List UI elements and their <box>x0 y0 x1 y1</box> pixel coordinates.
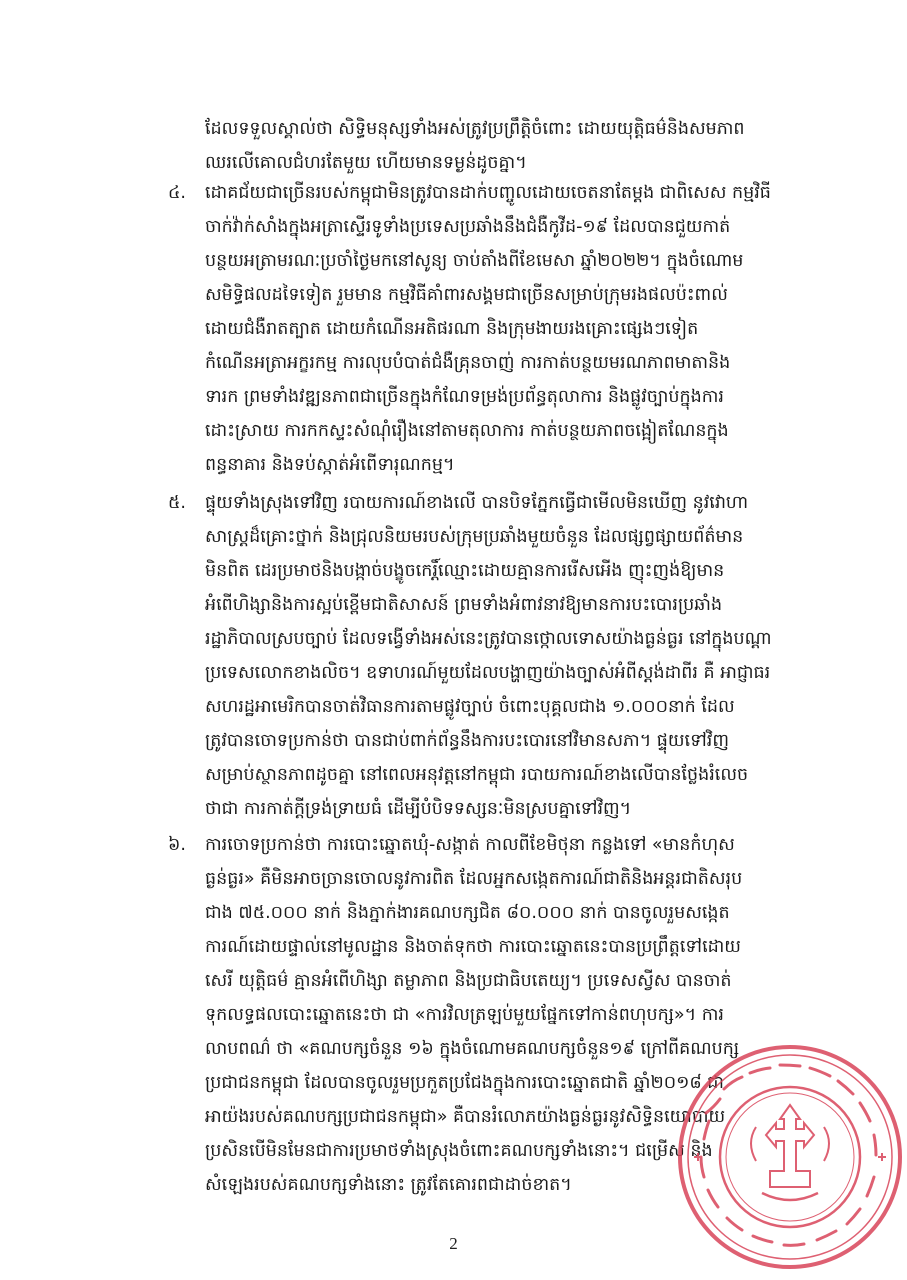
text-line: ដោះស្រាយ ការកកស្ទះសំណុំរឿងនៅតាមតុលាការ កាត់បន្ថយភាពចង្អៀតណែនក្នុង <box>205 421 729 441</box>
text-line: ពន្ធនាគារ និងទប់ស្កាត់អំពើទារុណកម្ម។ <box>205 455 455 475</box>
text-line: ការណ៍ដោយផ្ទាល់នៅមូលដ្ឋាន និងចាត់ទុកថា ការបោះឆ្នោតនេះបានប្រព្រឹត្តទៅដោយ <box>205 937 741 957</box>
text-line: សមិទ្ធិផលដទៃទៀត រួមមាន កម្មវិធីគាំពារសង្គមជាច្រើនសម្រាប់ក្រុមរងផលប៉ះពាល់ <box>205 285 728 305</box>
text-line: សាស្ត្រដ៏គ្រោះថ្នាក់ និងជ្រុលនិយមរបស់ក្រុមប្រឆាំងមួយចំនួន ដែលផ្សព្វផ្សាយព័ត៌មាន <box>205 527 744 547</box>
text-line: រដ្ឋាភិបាលស្របច្បាប់ ដែលទង្វើទាំងអស់នេះត្រូវបានថ្កោលទោសយ៉ាងធ្ងន់ធ្ងរ នៅក្នុងបណ្តា <box>205 629 772 649</box>
page-number: 2 <box>449 1234 458 1253</box>
text-line: សំឡេងរបស់គណបក្សទាំងនោះ ត្រូវតែគោរពជាដាច់ខាត។ <box>205 1175 572 1195</box>
text-line: ចាក់វ៉ាក់សាំងក្នុងអត្រាស្ទើរទូទាំងប្រទេសប្រឆាំងនឹងជំងឺកូវីដ-១៩ ដែលបានជួយកាត់ <box>205 217 731 237</box>
text-line: ដោគជ័យជាច្រើនរបស់កម្ពុជាមិនត្រូវបានដាក់បញ្ចូលដោយចេតនាតែម្តង ជាពិសេស កម្មវិធី <box>205 183 771 203</box>
text-line: មិនពិត ដេរប្រមាថនិងបង្កាច់បង្ខូចកេរ្តិ៍ឈ្មោះដោយគ្មានការរើសអើង ញុះញង់ឱ្យមាន <box>205 561 725 581</box>
item-number: ៤. <box>168 183 186 203</box>
text-line: កំណើនអត្រាអក្ខរកម្ម ការលុបបំបាត់ជំងឺគ្រុនចាញ់ ការកាត់បន្ថយមរណភាពមាតានិង <box>205 353 731 373</box>
text-line: អាយ៉ងរបស់គណបក្សប្រជាជនកម្ពុជា» គឺបានរំលោភយ៉ាងធ្ងន់ធ្ងរនូវសិទ្ធិនយោបាយ <box>205 1107 726 1127</box>
text-line: ប្រជាជនកម្ពុជា ដែលបានចូលរួមប្រកួតប្រជែងក្នុងការបោះឆ្នោតជាតិ ឆ្នាំ២០១៨ ជា <box>205 1073 724 1093</box>
text-line: ប្រសិនបើមិនមែនជាការប្រមាថទាំងស្រុងចំពោះគណបក្សទាំងនោះ។ ជម្រើស និង <box>205 1141 713 1161</box>
text-line: ការចោទប្រកាន់ថា ការបោះឆ្នោតឃុំ-សង្កាត់ កាលពីខែមិថុនា កន្លងទៅ «មានកំហុស <box>205 835 735 855</box>
text-line: ប្រទេសលោកខាងលិច។ ឧទាហរណ៍មួយដែលបង្ហាញយ៉ាងច្បាស់អំពីស្តង់ដាពីរ គឺ អាជ្ញាធរ <box>205 663 771 683</box>
text-line: ដែលទទួលស្គាល់ថា សិទ្ធិមនុស្សទាំងអស់ត្រូវប្រព្រឹត្តិចំពោះ ដោយយុត្តិធម៌និងសមភាព <box>205 119 745 139</box>
text-line: សហរដ្ឋអាមេរិកបានចាត់វិធានការតាមផ្លូវច្បាប់ ចំពោះបុគ្គលជាង ១.០០០នាក់ ដែល <box>205 697 735 717</box>
item-number: ៦. <box>168 835 186 855</box>
text-line: បន្ថយអត្រាមរណៈប្រចាំថ្ងៃមកនៅសូន្យ ចាប់តាំងពីខែមេសា ឆ្នាំ២០២២។ ក្នុងចំណោម <box>205 251 744 271</box>
item-number: ៥. <box>168 493 186 513</box>
text-line: ឈរលើគោលជំហរតែមួយ ហើយមានទម្ងន់ដូចគ្នា។ <box>205 153 527 173</box>
text-line: សម្រាប់ស្ថានភាពដូចគ្នា នៅពេលអនុវត្តនៅកម្ពុជា របាយការណ៍ខាងលើបានថ្លែងរំលេច <box>205 765 749 785</box>
text-line: សេរី យុត្តិធម៌ គ្មានអំពើហិង្សា តម្លាភាព និងប្រជាធិបតេយ្យ។ ប្រទេសស្វីស បានចាត់ <box>205 971 732 991</box>
intro-paragraph <box>205 112 815 180</box>
text-line: ធ្ងន់ធ្ងរ» គឺមិនអាចច្រានចោលនូវការពិត ដែលអ្នកសង្កេតការណ៍ជាតិនិងអន្តរជាតិសរុប <box>205 869 743 889</box>
text-line: លាបពណ៌ ថា «គណបក្សចំនួន ១៦ ក្នុងចំណោមគណបក្សចំនួន១៩ ក្រៅពីគណបក្ស <box>205 1039 740 1059</box>
item-body <box>205 176 817 482</box>
text-line: ទារក ព្រមទាំងវឌ្ឍនភាពជាច្រើនក្នុងកំណែទម្រង់ប្រព័ន្ធតុលាការ និងផ្លូវច្បាប់ក្នុងការ <box>205 387 724 407</box>
text-line: អំពើហិង្សានិងការស្អប់ខ្ពើមជាតិសាសន៍ ព្រមទាំងអំពាវនាវឱ្យមានការបះបោរប្រឆាំង <box>205 595 723 615</box>
text-line: ត្រូវបានចោទប្រកាន់ថា បានជាប់ពាក់ព័ន្ធនឹងការបះបោរនៅវិមានសភា។ ផ្ទុយទៅវិញ <box>205 731 729 751</box>
text-line: ជាង ៧៥.០០០ នាក់ និងភ្នាក់ងារគណបក្សជិត ៨០.០០០ នាក់ បានចូលរួមសង្កេត <box>205 903 730 923</box>
item-body <box>205 486 817 826</box>
text-line: ថាជា ការកាត់ក្តីទ្រង់ទ្រាយធំ ដើម្បីបំបិទទស្សនៈមិនស្របគ្នាទៅវិញ។ <box>205 799 632 819</box>
text-line: ដោយជំងឺរាតត្បាត ដោយកំណើនអតិផរណា និងក្រុមងាយរងគ្រោះផ្សេងៗទៀត <box>205 319 699 339</box>
text-line: ទុកលទ្ធផលបោះឆ្នោតនេះថា ជា «ការវិលត្រឡប់មួយផ្នែកទៅកាន់ពហុបក្ស»។ ការ <box>205 1005 724 1025</box>
text-line: ផ្ទុយទាំងស្រុងទៅវិញ របាយការណ៍ខាងលើ បានបិទភ្នែកធ្វើជាមើលមិនឃើញ នូវវោហា <box>205 493 749 513</box>
